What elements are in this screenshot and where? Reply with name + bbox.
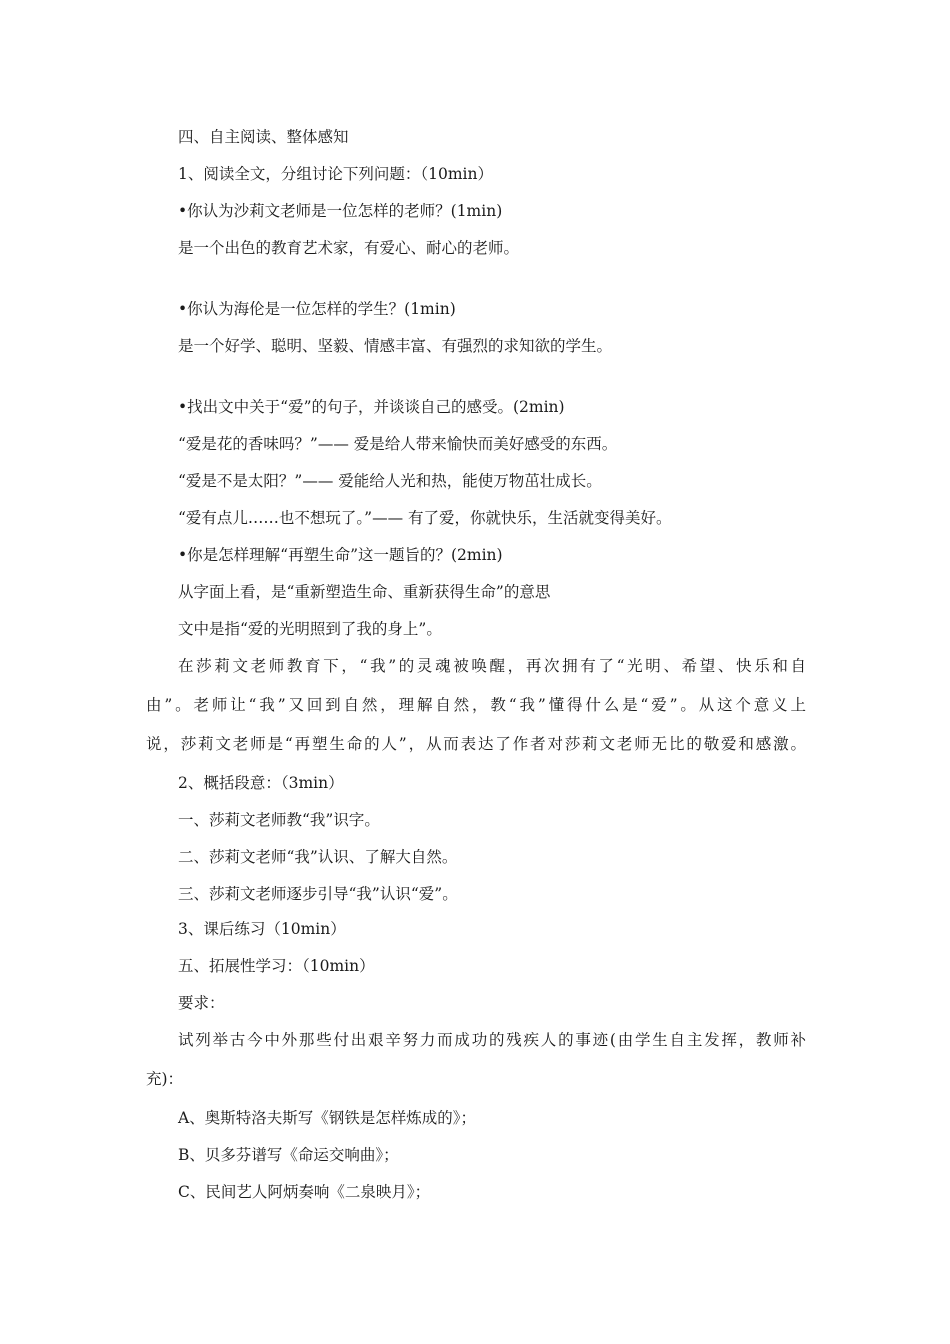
love-quote-1: “爱是花的香味吗？”—— 爱是给人带来愉快而美好感受的东西。 [178, 435, 618, 453]
section-heading-5: 五、拓展性学习：（10min） [178, 957, 375, 975]
question-student: •你认为海伦是一位怎样的学生？(1min) [178, 300, 456, 318]
example-c: C、民间艺人阿炳奏响《二泉映月》； [178, 1183, 431, 1201]
question-title-meaning: •你是怎样理解“再塑生命”这一题旨的？(2min) [178, 546, 503, 564]
summary-item-1: 一、莎莉文老师教“我”识字。 [178, 811, 380, 829]
answer-literal: 从字面上看，是“重新塑造生命、重新获得生命”的意思 [178, 583, 551, 601]
paragraph-line-1: 在莎莉文老师教育下，“我”的灵魂被唤醒，再次拥有了“光明、希望、快乐和自 [178, 657, 806, 675]
question-teacher: •你认为沙莉文老师是一位怎样的老师？(1min) [178, 202, 503, 220]
answer-in-text: 文中是指“爱的光明照到了我的身上”。 [178, 620, 442, 638]
requirement-line-1: 试列举古今中外那些付出艰辛努力而成功的残疾人的事迹(由学生自主发挥，教师补 [178, 1031, 806, 1049]
summary-item-3: 三、莎莉文老师逐步引导“我”认识“爱”。 [178, 885, 458, 903]
answer-teacher: 是一个出色的教育艺术家，有爱心、耐心的老师。 [178, 239, 520, 257]
summary-heading: 2、概括段意：（3min） [178, 774, 344, 792]
love-quote-3: “爱有点儿……也不想玩了。”—— 有了爱，你就快乐，生活就变得美好。 [178, 509, 672, 527]
requirement-line-2: 充)： [146, 1070, 184, 1088]
section-heading-4: 四、自主阅读、整体感知 [178, 128, 349, 146]
answer-student: 是一个好学、聪明、坚毅、情感丰富、有强烈的求知欲的学生。 [178, 337, 613, 355]
summary-item-2: 二、莎莉文老师“我”认识、了解大自然。 [178, 848, 458, 866]
question-love: •找出文中关于“爱”的句子，并谈谈自己的感受。(2min) [178, 398, 565, 416]
love-quote-2: “爱是不是太阳？”—— 爱能给人光和热，能使万物茁壮成长。 [178, 472, 602, 490]
example-a: A、奥斯特洛夫斯写《钢铁是怎样炼成的》； [178, 1109, 476, 1127]
paragraph-line-2: 由”。老师让“我”又回到自然，理解自然，教“我”懂得什么是“爱”。从这个意义上 [146, 696, 806, 714]
paragraph-line-3: 说，莎莉文老师是“再塑生命的人”，从而表达了作者对莎莉文老师无比的敬爱和感激。 [146, 735, 806, 753]
example-b: B、贝多芬谱写《命运交响曲》； [178, 1146, 399, 1164]
requirement-label: 要求： [178, 994, 225, 1012]
exercise-heading: 3、课后练习（10min） [178, 920, 346, 938]
question-group-heading: 1、阅读全文，分组讨论下列问题：（10min） [178, 165, 493, 183]
